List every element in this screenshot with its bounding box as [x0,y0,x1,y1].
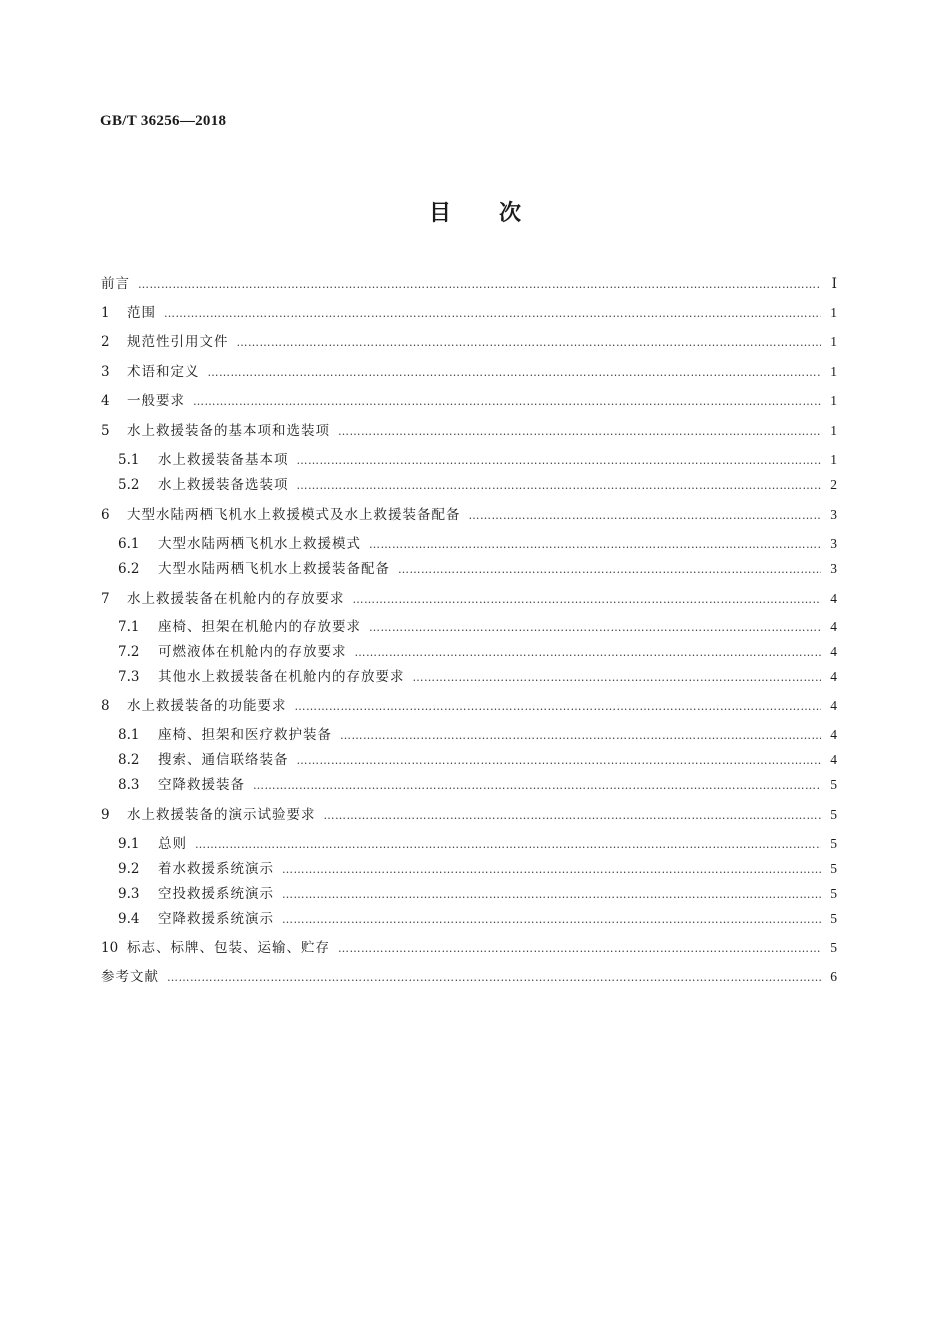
toc-page-number: 1 [830,334,837,349]
toc-entry-title: 术语和定义 [127,364,200,380]
toc-section-number: 7 [101,591,110,607]
leader-dots [413,667,822,687]
toc-section-number: 5.2 [118,477,140,493]
toc-section-number: 9.2 [118,861,140,877]
toc-page-number: 4 [830,698,837,713]
leader-dots [164,303,821,323]
toc-page-number: 3 [830,536,837,551]
toc-subentry[interactable] [118,884,837,904]
toc-entry[interactable] [101,805,837,825]
toc-section-number: 9.4 [118,911,140,927]
leader-dots [167,967,821,987]
toc-entry[interactable] [101,421,837,441]
toc-entry-title: 可燃液体在机舱内的存放要求 [158,644,347,660]
toc-entry-title: 座椅、担架在机舱内的存放要求 [158,619,361,635]
toc-page-number: 5 [830,807,837,822]
toc-page-number: 1 [830,452,837,467]
toc-entry-foreword[interactable] [101,274,837,294]
toc-entry-title: 一般要求 [127,393,185,409]
toc-entry-title: 空降救援装备 [158,777,245,793]
toc-entry-title: 大型水陆两栖飞机水上救援装备配备 [158,561,390,577]
toc-page-number: 4 [830,727,837,742]
toc-entry[interactable] [101,505,837,525]
toc-section-number: 8.2 [118,752,140,768]
toc-section-number: 5 [101,423,110,439]
toc-subentry[interactable] [118,534,837,554]
toc-entry[interactable] [101,696,837,716]
toc-entry-title: 水上救援装备在机舱内的存放要求 [127,591,345,607]
title-char-1: 目 [428,201,451,226]
leader-dots [369,534,821,554]
toc-subentry[interactable] [118,750,837,770]
leader-dots [297,450,822,470]
toc-subentry[interactable] [118,617,837,637]
toc-page-number: 5 [830,836,837,851]
leader-dots [295,696,822,716]
toc-entry-bibliography[interactable] [101,967,837,987]
toc-page-number: 4 [830,644,837,659]
toc-section-number: 6 [101,507,110,523]
toc-section-number: 7.2 [118,644,140,660]
leader-dots [253,775,821,795]
toc-entry-title: 水上救援装备的功能要求 [127,698,287,714]
leader-dots [195,834,821,854]
toc-entry-title: 规范性引用文件 [127,334,229,350]
toc-entry-title: 前言 [101,276,130,292]
toc-section-number: 3 [101,364,110,380]
leader-dots [208,362,822,382]
toc-page-number: 4 [830,619,837,634]
toc-page-number: 3 [830,507,837,522]
toc-entry-title: 大型水陆两栖飞机水上救援模式及水上救援装备配备 [127,507,461,523]
toc-page-number: 4 [830,591,837,606]
toc-page-number: 4 [830,752,837,767]
toc-section-number: 7.3 [118,669,140,685]
toc-page-number: 2 [830,477,837,492]
standard-code: GB/T 36256—2018 [100,113,227,129]
toc-section-number: 5.1 [118,452,140,468]
toc-section-number: 1 [101,305,110,321]
toc-entry-title: 参考文献 [101,969,159,985]
toc-entry-title: 水上救援装备的基本项和选装项 [127,423,330,439]
toc-entry-title: 水上救援装备的演示试验要求 [127,807,316,823]
toc-subentry[interactable] [118,859,837,879]
toc-page-number: 3 [830,561,837,576]
leader-dots [340,725,821,745]
toc-section-number: 8.1 [118,727,140,743]
toc-entry[interactable] [101,332,837,352]
toc-entry-title: 其他水上救援装备在机舱内的存放要求 [158,669,405,685]
toc-page-number: 1 [830,423,837,438]
toc-page-number: 5 [830,861,837,876]
leader-dots [353,589,822,609]
toc-entry-title: 水上救援装备选装项 [158,477,289,493]
toc-entry-title: 座椅、担架和医疗救护装备 [158,727,332,743]
leader-dots [355,642,822,662]
toc-section-number: 2 [101,334,110,350]
toc-subentry[interactable] [118,450,837,470]
toc-page-number: 4 [830,669,837,684]
leader-dots [193,391,821,411]
leader-dots [138,274,821,294]
toc-page-number: 6 [830,969,837,984]
toc-entry-title: 水上救援装备基本项 [158,452,289,468]
toc-page-number: 5 [830,886,837,901]
leader-dots [282,859,821,879]
toc-subentry[interactable] [118,667,837,687]
leader-dots [338,938,821,958]
toc-entry-title: 标志、标牌、包装、运输、贮存 [127,940,330,956]
leader-dots [297,750,822,770]
toc-section-number: 7.1 [118,619,140,635]
leader-dots [237,332,822,352]
toc-section-number: 8.3 [118,777,140,793]
leader-dots [469,505,822,525]
toc-section-number: 9.1 [118,836,140,852]
toc-entry-title: 范围 [127,305,156,321]
toc-entry[interactable] [101,589,837,609]
toc-entry-title: 搜索、通信联络装备 [158,752,289,768]
toc-entry[interactable] [101,362,837,382]
toc-section-number: 9 [101,807,110,823]
toc-entry-title: 着水救援系统演示 [158,861,274,877]
toc-page-number: 5 [830,940,837,955]
toc-subentry[interactable] [118,642,837,662]
toc-page-number: Ⅰ [831,276,837,291]
leader-dots [282,909,821,929]
leader-dots [324,805,822,825]
toc-page-number: 1 [830,305,837,320]
toc-page-number: 5 [830,911,837,926]
toc-entry[interactable] [101,938,837,958]
title-char-2: 次 [499,201,522,226]
toc-subentry[interactable] [118,725,837,745]
toc-subentry[interactable] [118,775,837,795]
toc-entry-title: 空投救援系统演示 [158,886,274,902]
toc-subentry[interactable] [118,909,837,929]
toc-section-number: 10 [101,940,119,956]
toc-entry[interactable] [101,391,837,411]
toc-section-number: 9.3 [118,886,140,902]
toc-section-number: 6.2 [118,561,140,577]
toc-entry-title: 空降救援系统演示 [158,911,274,927]
toc-subentry[interactable] [118,559,837,579]
toc-page-number: 1 [830,393,837,408]
toc-section-number: 6.1 [118,536,140,552]
toc-section-number: 4 [101,393,110,409]
toc-entry-title: 总则 [158,836,187,852]
leader-dots [369,617,821,637]
toc-entry[interactable] [101,303,837,323]
toc-subentry[interactable] [118,475,837,495]
leader-dots [398,559,821,579]
toc-subentry[interactable] [118,834,837,854]
toc-section-number: 8 [101,698,110,714]
toc-page-number: 1 [830,364,837,379]
toc-entry-title: 大型水陆两栖飞机水上救援模式 [158,536,361,552]
leader-dots [338,421,821,441]
toc-page-number: 5 [830,777,837,792]
leader-dots [297,475,822,495]
table-of-contents [101,0,837,1000]
leader-dots [282,884,821,904]
